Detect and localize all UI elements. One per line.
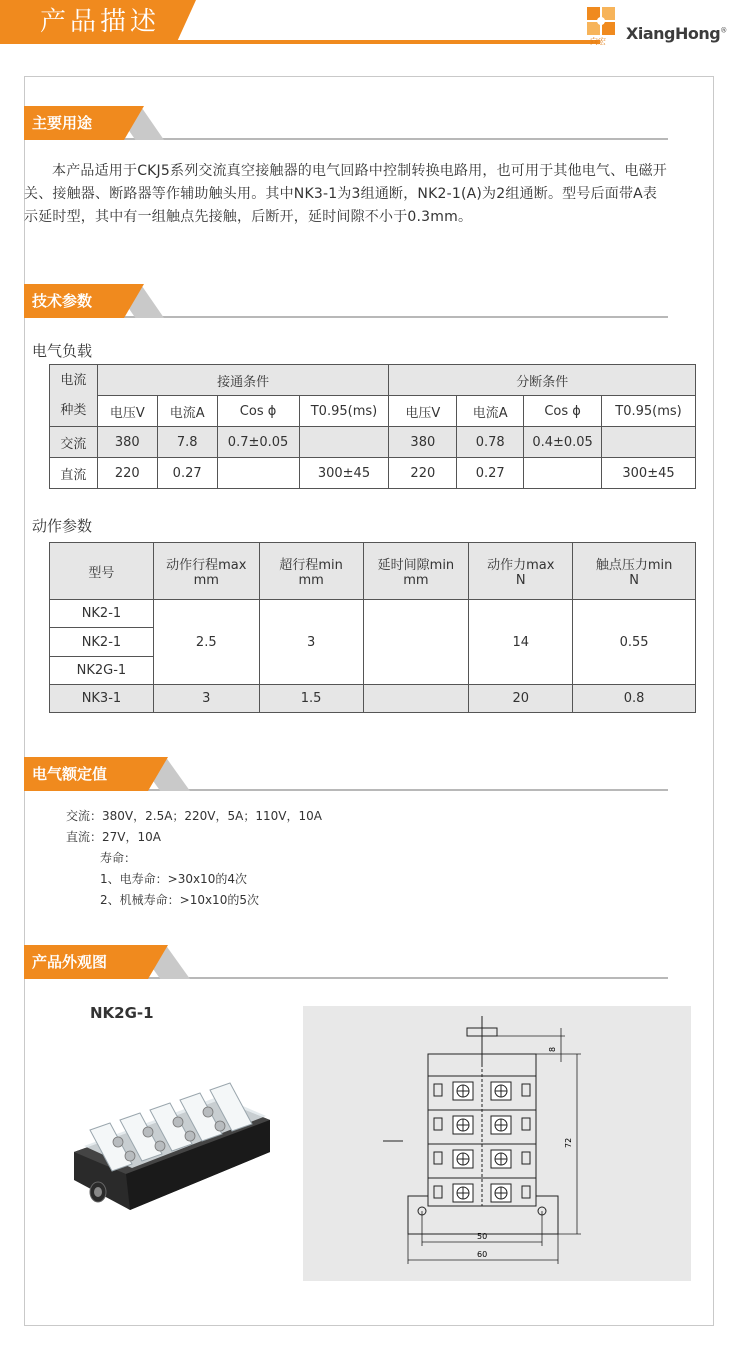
product-model-label: NK2G-1 — [90, 1004, 154, 1022]
section-header-appearance — [24, 945, 668, 979]
table-cell: 3 — [153, 685, 259, 713]
product-photo — [70, 1060, 280, 1220]
header-label: 动作行程max — [166, 558, 247, 573]
subheader-cell: T0.95(ms) — [602, 396, 696, 427]
subheader-cell: T0.95(ms) — [299, 396, 389, 427]
header-unit: N — [515, 573, 526, 588]
row-type: 交流 — [50, 427, 98, 458]
table-cell: 0.7±0.05 — [217, 427, 299, 458]
electrical-load-title: 电气负载 — [32, 342, 93, 360]
header-on-condition: 接通条件 — [97, 365, 389, 396]
header-contact-pressure — [573, 543, 696, 600]
table-cell — [299, 427, 389, 458]
subheader-cell: 电压V — [97, 396, 157, 427]
dimension-drawing — [303, 1006, 691, 1281]
section-title-usage: 主要用途 — [24, 106, 124, 140]
page-title: 产品描述 — [0, 0, 176, 44]
brand-logo — [586, 6, 726, 46]
header-unit: mm — [403, 573, 429, 588]
rated-line-elec-life: 1、电寿命：>30x10的4次 — [100, 872, 247, 886]
rated-values — [66, 806, 322, 911]
header-unit: mm — [193, 573, 219, 588]
dim-outer-label: 60 — [477, 1250, 488, 1259]
brand-logo-en — [626, 24, 727, 43]
header-unit: N — [629, 573, 639, 588]
rated-line-mech-life: 2、机械寿命：>10x10的5次 — [100, 893, 259, 907]
header-model — [50, 543, 154, 600]
dim-height-label: 72 — [564, 1137, 573, 1148]
section-title-tech: 技术参数 — [24, 284, 124, 318]
table-cell: 3 — [259, 600, 363, 685]
subheader-cell: 电流A — [457, 396, 524, 427]
subheader-cell: Cos ϕ — [524, 396, 602, 427]
header-label: 触点压力min — [595, 558, 673, 573]
rated-line-dc: 直流：27V，10A — [66, 830, 161, 844]
header-force — [469, 543, 573, 600]
table-cell — [524, 458, 602, 489]
table-cell: 14 — [469, 600, 573, 685]
table-cell: 7.8 — [157, 427, 217, 458]
page-header — [0, 0, 738, 46]
header-current-type-l2: 种类 — [60, 402, 87, 418]
header-overtravel — [259, 543, 363, 600]
table-cell: 0.27 — [157, 458, 217, 489]
section-title-appearance: 产品外观图 — [24, 945, 148, 979]
table-cell — [217, 458, 299, 489]
table-cell: 2.5 — [153, 600, 259, 685]
header-label: 延时间隙min — [377, 558, 455, 573]
usage-description: 本产品适用于CKJ5系列交流真空接触器的电气回路中控制转换电路用，也可用于其他电气、电磁开关、接触器、断路器等作辅助触头用。其中NK3-1为3组通断，NK2-1(A)为2组通断。型号后面带A表示延时型，其中有一组触点先接触，后断开，延时间隙不小于0.3mm。 — [24, 163, 667, 225]
header-delay-gap — [363, 543, 469, 600]
table-cell — [363, 685, 469, 713]
table-cell: 0.55 — [573, 600, 696, 685]
brand-name: XiangHong — [626, 24, 721, 43]
table-cell: 20 — [469, 685, 573, 713]
table-row — [50, 685, 696, 713]
rated-line-ac: 交流：380V，2.5A；220V，5A；110V，10A — [66, 809, 322, 823]
table-cell: 380 — [389, 427, 457, 458]
model-cell: NK3-1 — [50, 685, 154, 713]
header-unit: mm — [298, 573, 324, 588]
header-off-condition: 分断条件 — [389, 365, 696, 396]
table-header-row — [50, 543, 696, 600]
section-title-rated: 电气额定值 — [24, 757, 148, 791]
row-type: 直流 — [50, 458, 98, 489]
section-header-rated — [24, 757, 668, 791]
subheader-cell: 电流A — [157, 396, 217, 427]
subheader-cell: Cos ϕ — [217, 396, 299, 427]
header-current-type-l1: 电流 — [60, 372, 87, 388]
section-header-tech — [24, 284, 668, 318]
rated-line-life: 寿命： — [100, 851, 137, 865]
dim-inner-label: 50 — [477, 1232, 488, 1241]
registered-mark: ® — [720, 26, 727, 35]
header-rule — [0, 40, 600, 44]
drawing-svg — [303, 1006, 691, 1281]
header-label: 动作力max — [487, 558, 555, 573]
table-cell: 220 — [97, 458, 157, 489]
table-cell: 0.4±0.05 — [524, 427, 602, 458]
table-cell: 220 — [389, 458, 457, 489]
electrical-load-table — [49, 364, 696, 489]
table-cell: 0.78 — [457, 427, 524, 458]
dim-top-label: 8 — [548, 1046, 557, 1052]
table-cell: 0.8 — [573, 685, 696, 713]
header-stroke — [153, 543, 259, 600]
model-cell: NK2-1 — [50, 628, 154, 657]
model-cell: NK2-1 — [50, 600, 154, 628]
brand-logo-icon — [586, 6, 616, 36]
table-row — [50, 600, 696, 628]
table-row-dc — [50, 458, 696, 489]
table-cell: 300±45 — [602, 458, 696, 489]
model-cell: NK2G-1 — [50, 657, 154, 685]
subheader-cell: 电压V — [389, 396, 457, 427]
table-cell: 0.27 — [457, 458, 524, 489]
action-params-table — [49, 542, 696, 713]
table-cell: 380 — [97, 427, 157, 458]
table-cell — [602, 427, 696, 458]
header-current-type — [50, 365, 98, 427]
brand-logo-cn: 向宏 — [590, 37, 606, 46]
header-label: 超行程min — [279, 558, 343, 573]
table-cell: 300±45 — [299, 458, 389, 489]
table-cell: 1.5 — [259, 685, 363, 713]
action-params-title: 动作参数 — [32, 517, 93, 535]
section-header-usage — [24, 106, 668, 140]
table-row-ac — [50, 427, 696, 458]
header-label: 型号 — [88, 565, 115, 581]
table-cell — [363, 600, 469, 685]
